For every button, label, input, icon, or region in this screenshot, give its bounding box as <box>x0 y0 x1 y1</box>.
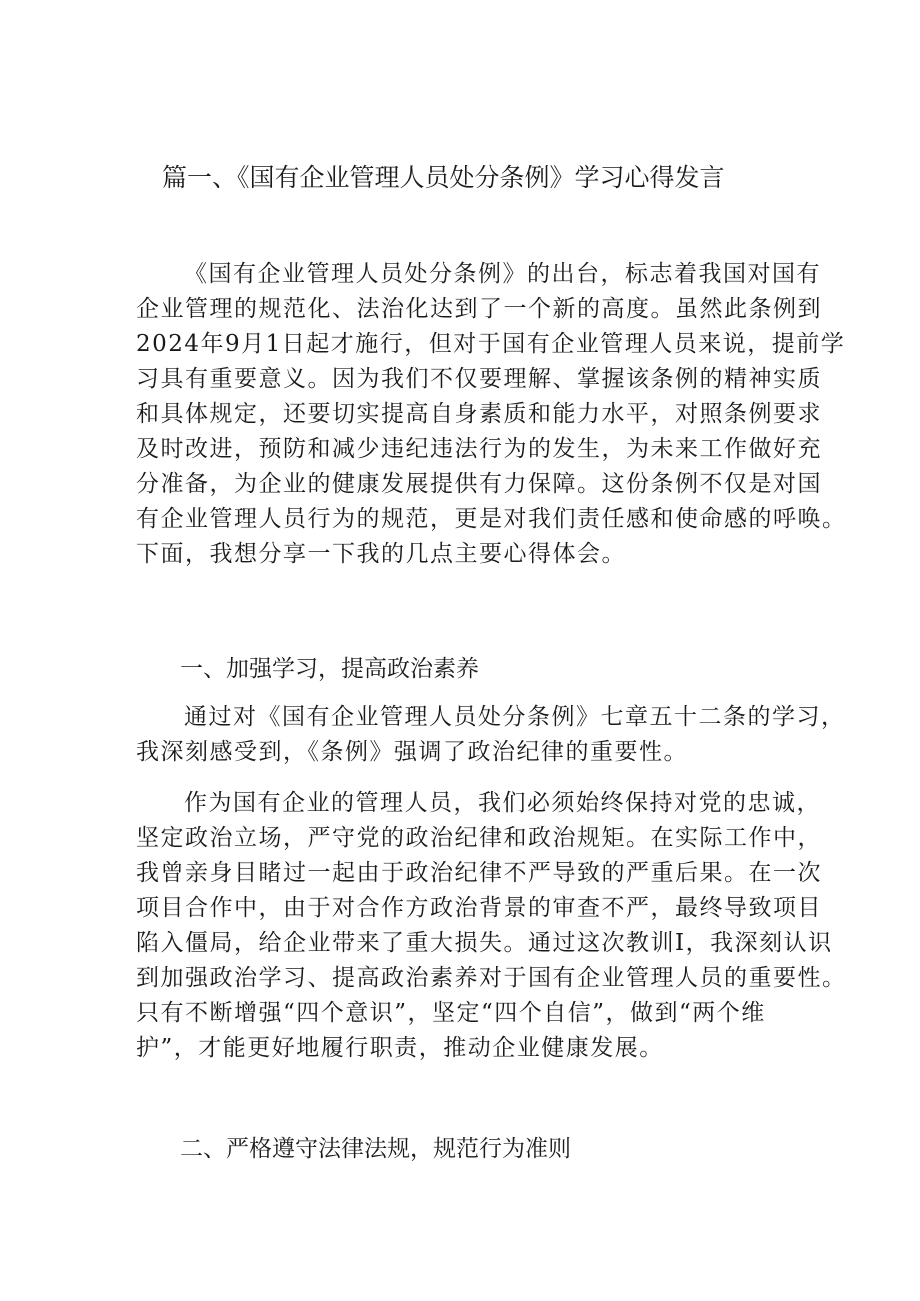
paragraph-line: 《国有企业管理人员处分条例》的出台，标志着我国对国有 <box>184 261 821 287</box>
paragraph-study <box>136 700 846 770</box>
paragraph-line: 陷入僵局，给企业带来了重大损失。通过这次教训I，我深刻认识 <box>136 930 833 956</box>
paragraph-line: 企业管理的规范化、法治化达到了一个新的高度。虽然此条例到 <box>136 296 822 322</box>
document-title: 篇一、《国有企业管理人员处分条例》学习心得发言 <box>162 163 725 192</box>
paragraph-intro <box>136 257 847 572</box>
paragraph-line: 2024年9月1日起才施行，但对于国有企业管理人员来说，提前学 <box>136 331 846 357</box>
section-heading-1: 一、加强学习，提高政治素养 <box>180 656 479 682</box>
paragraph-line: 习具有重要意义。因为我们不仅要理解、掌握该条例的精神实质 <box>136 366 822 392</box>
paragraph-line: 及时改进，预防和减少违纪违法行为的发生，为未来工作做好充 <box>136 436 822 462</box>
paragraph-line: 通过对《国有企业管理人员处分条例》七章五十二条的学习， <box>184 704 846 730</box>
paragraph-line: 下面，我想分享一下我的几点主要心得体会。 <box>136 541 626 567</box>
paragraph-line: 到加强政治学习、提高政治素养对于国有企业管理人员的重要性。 <box>136 965 847 991</box>
paragraph-line: 和具体规定，还要切实提高自身素质和能力水平，对照条例要求 <box>136 401 822 427</box>
paragraph-line: 作为国有企业的管理人员，我们必须始终保持对党的忠诚， <box>184 790 821 816</box>
paragraph-line: 护”，才能更好地履行职责，推动企业健康发展。 <box>136 1035 664 1061</box>
paragraph-line: 有企业管理人员行为的规范，更是对我们责任感和使命感的呼唤。 <box>136 506 847 532</box>
paragraph-line: 我深刻感受到，《条例》强调了政治纪律的重要性。 <box>136 739 688 765</box>
paragraph-loyalty <box>136 786 847 1066</box>
paragraph-line: 坚定政治立场，严守党的政治纪律和政治规矩。在实际工作中， <box>136 825 822 851</box>
paragraph-line: 分准备，为企业的健康发展提供有力保障。这份条例不仅是对国 <box>136 471 822 497</box>
paragraph-line: 项目合作中，由于对合作方政治背景的审查不严，最终导致项目 <box>136 895 822 921</box>
paragraph-line: 我曾亲身目睹过一起由于政治纪律不严导致的严重后果。在一次 <box>136 860 822 886</box>
section-heading-2: 二、严格遵守法律法规，规范行为准则 <box>180 1136 571 1162</box>
paragraph-line: 只有不断增强“四个意识”，坚定“四个自信”，做到“两个维 <box>136 1000 766 1026</box>
